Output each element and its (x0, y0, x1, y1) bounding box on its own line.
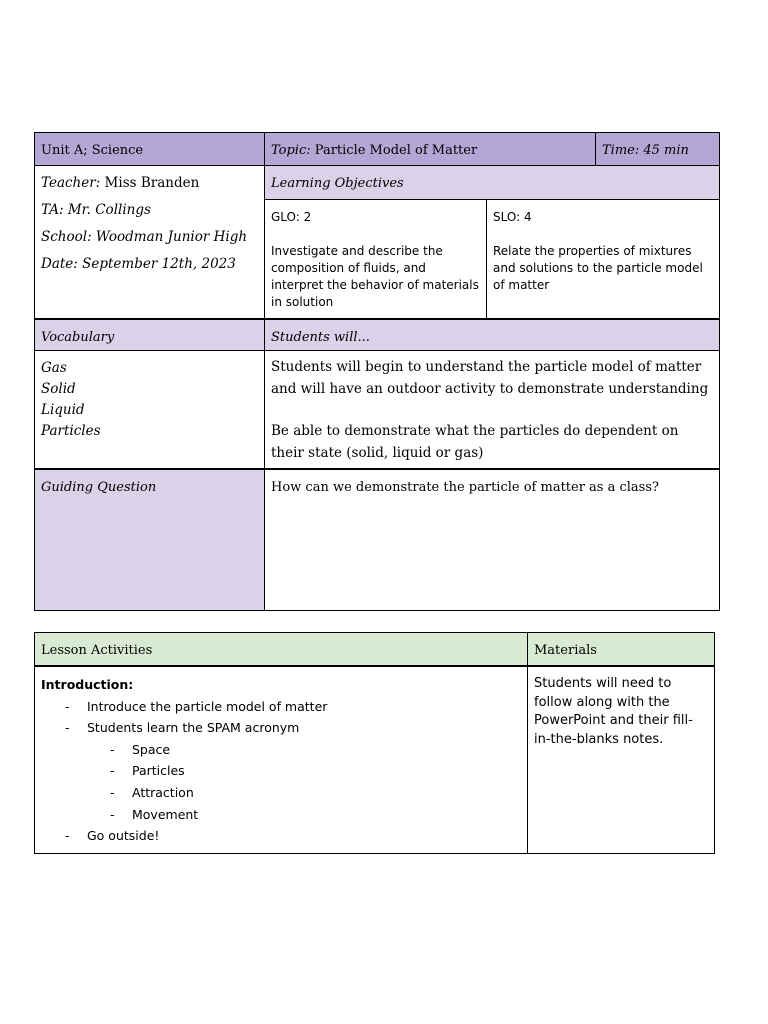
list-item (41, 696, 528, 718)
slo-text: Relate the properties of mixtures and solutions to the particle model of matter (493, 244, 703, 292)
spam-item-text: Space (132, 741, 171, 757)
vocab-item: Particles (41, 423, 101, 439)
row-divider (35, 665, 715, 667)
materials-content-cell (528, 667, 715, 853)
vocabulary-title: Vocabulary (41, 330, 115, 345)
guiding-title: Guiding Question (41, 480, 157, 495)
list-dash: - (65, 828, 70, 844)
objectives-title-cell (265, 166, 719, 199)
list-dash: - (110, 784, 115, 800)
time-label: Time: 45 min (602, 143, 689, 158)
guiding-question: How can we demonstrate the particle of matter as a class? (271, 480, 659, 495)
vocabulary-title-cell (35, 320, 265, 351)
list-item-text: Introduce the particle model of matter (87, 698, 328, 714)
row-divider (35, 468, 719, 470)
spam-item (41, 782, 528, 804)
unit-label: Unit A; Science (41, 143, 144, 158)
students-paragraph-2: Be able to demonstrate what the particles do dependent on their state (solid, liquid or gas) (271, 423, 679, 461)
activities-list (41, 696, 528, 847)
materials-title-cell (528, 633, 715, 665)
lesson-activities-table (34, 632, 715, 854)
column-divider (714, 633, 715, 853)
list-item-text: Students learn the SPAM acronym (87, 720, 300, 736)
slo-label: SLO: 4 (493, 210, 532, 224)
list-dash: - (110, 741, 115, 757)
objectives-title: Learning Objectives (271, 176, 404, 191)
spam-item (41, 760, 528, 782)
list-dash: - (110, 763, 115, 779)
glo-text: Investigate and describe the composition of fluids, and interpret the behavior of materials in solution (271, 244, 479, 309)
list-item-text: Go outside! (87, 828, 160, 844)
students-paragraph-1: Students will begin to understand the particle model of matter and will have an outdoor activity to demonstrate understanding (271, 359, 709, 397)
vocab-item: Liquid (41, 402, 85, 418)
ta-line: TA: Mr. Collings (41, 202, 151, 218)
guiding-title-cell (35, 470, 265, 610)
date-line: Date: September 12th, 2023 (41, 256, 236, 272)
teacher-line (41, 174, 265, 192)
intro-heading: Introduction: (41, 677, 134, 692)
lesson-plan-table (34, 132, 720, 611)
glo-label: GLO: 2 (271, 210, 312, 224)
spam-item-text: Attraction (132, 784, 194, 800)
spam-item-text: Particles (132, 763, 185, 779)
glo-cell (265, 201, 487, 318)
topic-value: Particle Model of Matter (314, 143, 478, 158)
column-divider (264, 133, 265, 610)
school-line: School: Woodman Junior High (41, 229, 248, 245)
time-cell (596, 133, 719, 166)
activities-title: Lesson Activities (41, 643, 153, 658)
row-divider (35, 350, 719, 351)
vocab-item: Solid (41, 381, 76, 397)
guiding-question-cell (265, 470, 719, 610)
info-cell (35, 166, 265, 318)
materials-title: Materials (534, 643, 597, 658)
students-title: Students will... (271, 330, 370, 345)
activities-content-cell (35, 667, 528, 853)
activities-title-cell (35, 633, 528, 665)
vocabulary-list-cell (35, 351, 265, 469)
students-title-cell (265, 320, 719, 351)
list-dash: - (65, 698, 70, 714)
spam-item-text: Movement (132, 806, 199, 822)
teacher-name: Miss Branden (104, 175, 200, 191)
list-dash: - (65, 720, 70, 736)
materials-text: Students will need to follow along with the PowerPoint and their fill-in-the-blanks notes. (534, 676, 693, 747)
teacher-label: Teacher: (41, 175, 101, 191)
column-divider (595, 133, 596, 166)
column-divider (527, 633, 528, 853)
topic-label: Topic: (271, 143, 311, 158)
spam-item (41, 804, 528, 826)
spam-item (41, 739, 528, 761)
column-divider (486, 199, 487, 318)
list-item (41, 717, 528, 739)
row-divider (35, 165, 719, 166)
vocab-item: Gas (41, 360, 67, 376)
slo-cell (487, 201, 719, 318)
row-divider (265, 199, 719, 200)
row-divider (35, 318, 719, 320)
list-dash: - (110, 806, 115, 822)
unit-cell (35, 133, 265, 166)
topic-cell (265, 133, 596, 166)
students-text-cell (265, 351, 719, 469)
list-item (41, 825, 528, 847)
